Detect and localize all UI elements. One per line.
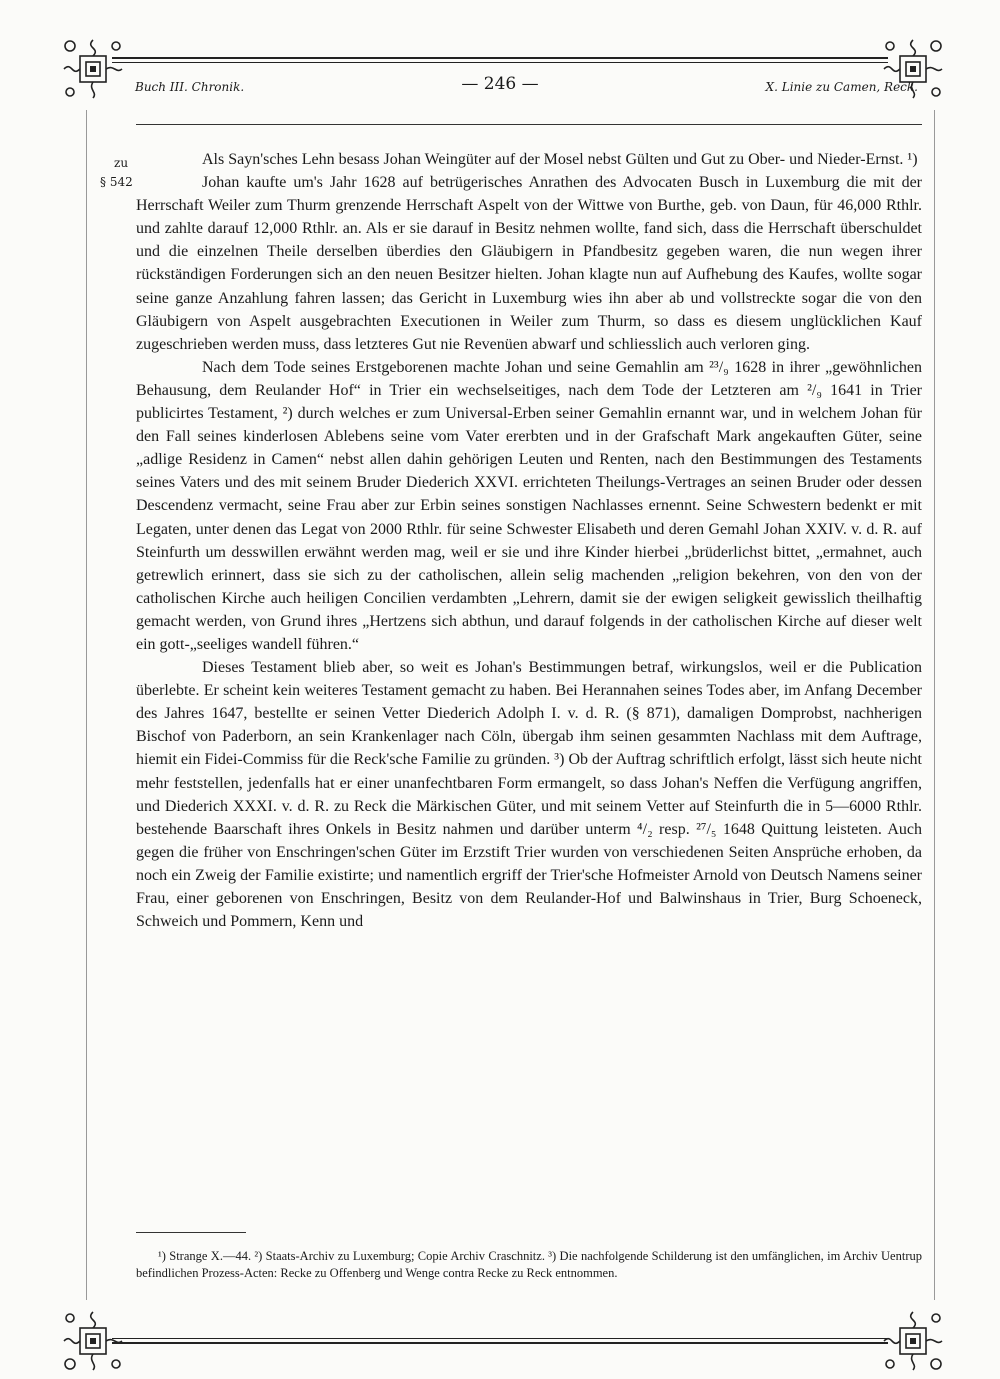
frame-left-line [86, 110, 87, 1300]
frame-bottom-line-inner [112, 1338, 888, 1339]
running-head-left: Buch III. Chronik. [135, 80, 245, 94]
paragraph-3: Nach dem Tode seines Erstgeborenen machte Johan und seine Gemahlin am ²³/₉ 1628 in ihrer „gewöhnlichen Behausung, dem Reulander Hof“ in Trier ein wechselseitiges, nach dem Tode der Letzteren am ²/₉ 1641 in Trier publicirtes Testament, ²) durch welches er zum Universal-Erben seiner Gemahlin ernannt war, und in welchem Johan für den Fall seines kinderlosen Ablebens seine vom Vater ererbten und in der Grafschaft Mark angekauften Güter, seine „adlige Residenz in Camen“ nebst allen dahin gehörigen Leuten und Renten, nach den Bestimmungen des Testaments seines Vaters und des mit seinem Bruder Diederich XXVI. errichteten Theilungs-Vertrages an seinen Bruder oder dessen Descendenz vermacht, seine Frau aber zur Erbin seines sonstigen Nachlasses ernennt. Seine Schwestern bedenkt er mit Legaten, unter denen das Legat von 2000 Rthlr. für seine Schwester Elisabeth und deren Gemahl Johan XXIV. v. d. R. auf Steinfurth um desswillen erwähnt werden mag, weil er sie und ihre Kinder hierbei „brüderlichst bittet, „ermahnet, auch getrewlich erinnert, dass sie sich zu der catholischen, allein selig machenden „religion bekehren, von den von der catholischen Kirche auch heiligen Concilien verdambten „Lehrern, damit sie der ewigen seligkeit gewisslich theilhaftig gemacht werden, von Grund ihres „Hertzens sich abthun, und darauf folgends in der catholischen Kirche auf dieser welt ein gott-„seeliges wandell führen.“ [136, 358, 922, 653]
running-head-right: X. Linie zu Camen, Reck. [765, 80, 918, 94]
margin-reference-zu: zu [114, 156, 129, 170]
paragraph-4: Dieses Testament blieb aber, so weit es Johan's Bestimmungen betraf, wirkungslos, weil er die Publication überlebte. Er scheint kein weiteres Testament gemacht zu haben. Bei Herannahen seines Todes aber, im Anfang December des Jahres 1647, bestellte er seinen Vetter Diederich Adolph I. v. d. R. (§ 871), damaligen Domprobst, nachherigen Bischof von Paderborn, an sein Krankenlager nach Cöln, übergab ihm seinen gesammten Nachlass mit dem Auftrage, hiemit ein Fidei-Commiss für die Reck'sche Familie zu gründen. ³) Ob der Auftrag schriftlich erfolgt, lässt sich heute nicht mehr feststellen, jedenfalls hat er einer unanfechtbaren Form ermangelt, so dass Johan's Neffen die Verfügung angriffen, und Diederich XXXI. v. d. R. zu Reck die Märkischen Güter, und mit seinem Vetter auf Steinfurth die in 5—6000 Rthlr. bestehende Baarschaft ihres Onkels in Besitz nahmen und darüber unterm ⁴/₂ resp. ²⁷/₅ 1648 Quittung leisteten. Auch gegen die früher von Enschringen'schen Güter im Erzstift Trier wurden von verschiedenen Seiten Ansprüche erhoben, da noch ein Zweig der Familie existirte; und namentlich ergriff der Trier'sche Hofmeister Arnold von Deutsch Namens seiner Frau, einer geborenen von Enschringen, Besitz von dem Reulander-Hof und Balwinshaus in Trier, Burg Schoeneck, Schweich und Pommern, Kenn und [136, 659, 922, 931]
frame-bottom-line [112, 1342, 888, 1344]
margin-reference-section: § 542 [100, 175, 133, 189]
frame-right-line [934, 110, 935, 1300]
paragraph-2: Johan kaufte um's Jahr 1628 auf betrügerisches Anrathen des Advocaten Busch in Luxemburg die mit der Herrschaft Weiler zum Thurm grenzende Herrschaft Aspelt von der Wittwe von Burthe, geb. von Daun, für 46,000 Rthlr. und zahlte darauf 12,000 Rthlr. an. Als er sie darauf in Besitz nehmen wollte, fand sich, dass die Herrschaft überschuldet und die einzelnen Theile derselben überdies den Gläubigern in Pfandbesitz gegeben waren, die nun wegen ihrer rückständigen Forderungen sich an den neuen Besitzer hielten. Johan klagte nun auf Aufhebung des Kaufes, wollte sogar seine ganze Anzahlung fahren lassen; das Gericht in Luxemburg wies ihn aber ab und vollstreckte sogar die von den Gläubigern von Aspelt ausgebrachten Executionen in Weiler zum Thurm, so dass es diesem unglücklichen Kauf zugeschrieben werden muss, dass letzteres Gut nie Revenüen abwarf und schliesslich auch verloren ging. [136, 174, 922, 353]
footnotes [136, 1248, 922, 1282]
paragraph-1: Als Sayn'sches Lehn besass Johan Weingüter auf der Mosel nebst Gülten und Gut zu Ober- und Nieder-Ernst. ¹) [202, 151, 918, 168]
header-rule [136, 124, 922, 125]
ornament-bottom-right-icon [880, 1308, 946, 1374]
frame-top-line-inner [112, 62, 888, 63]
footnote-text: ¹) Strange X.—44. ²) Staats-Archiv zu Luxemburg; Copie Archiv Craschnitz. ³) Die nachfolgende Schilderung ist den umfänglichen, im Archiv Uentrup befindlichen Prozess-Acten: Recke zu Offenberg und Wenge contra Recke zu Reck entnommen. [136, 1249, 922, 1280]
main-text [136, 148, 922, 933]
footnote-rule [136, 1232, 246, 1233]
margin-reference [100, 154, 133, 192]
page-number: — 246 — [461, 74, 539, 94]
frame-top-line [112, 57, 888, 59]
ornament-bottom-left-icon [60, 1308, 126, 1374]
